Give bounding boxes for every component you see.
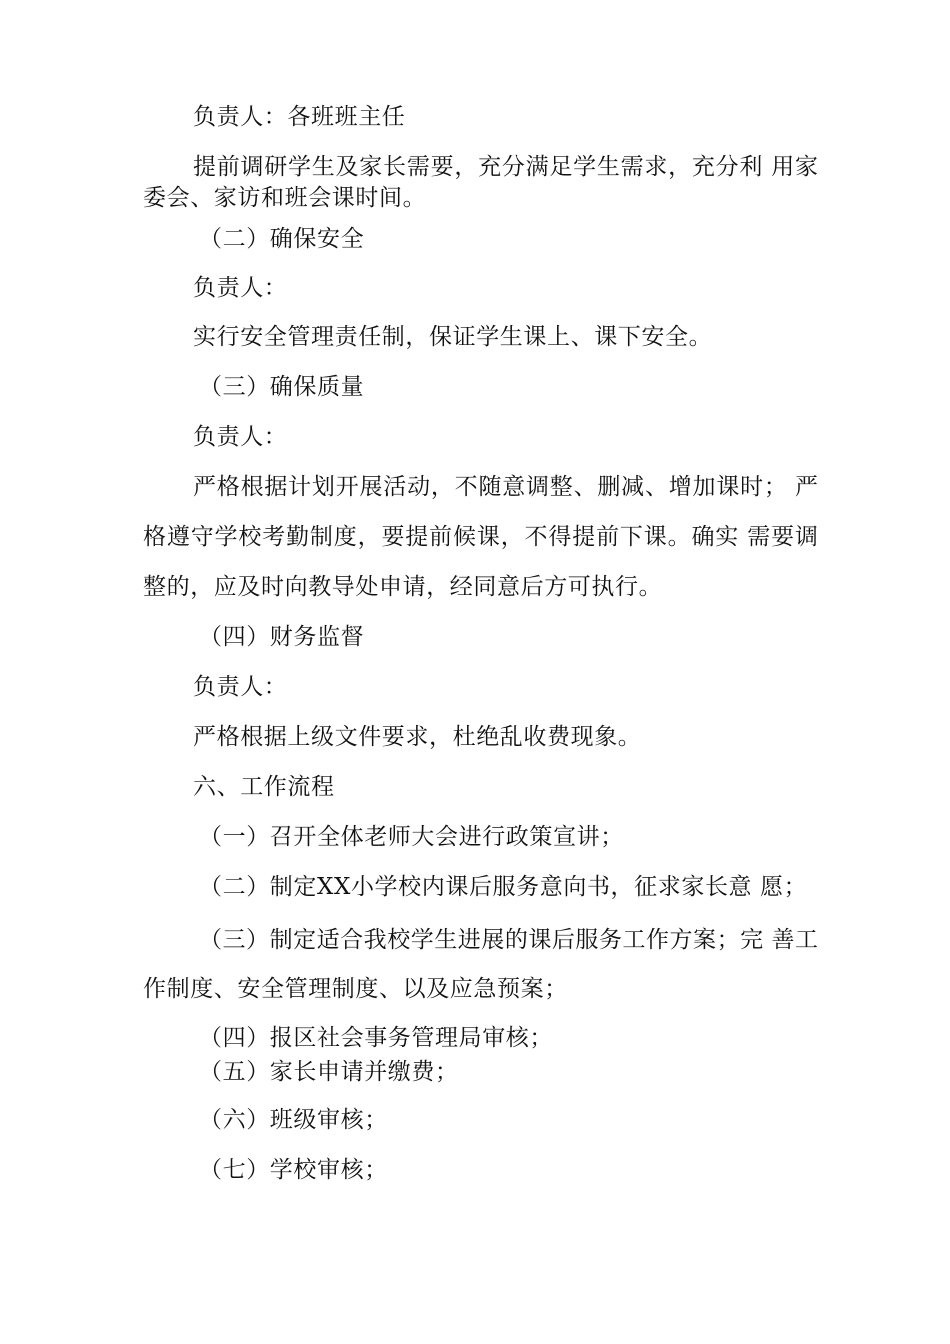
paragraph-line: 实行安全管理责任制，保证学生课上、课下安全。	[193, 324, 713, 350]
paragraph-line: 提前调研学生及家长需要，充分满足学生需求，充分利 用家	[193, 154, 818, 180]
responsible-person-line: 负责人：	[193, 674, 288, 700]
paragraph-line: 作制度、安全管理制度、以及应急预案；	[143, 976, 568, 1002]
section-heading: （三）确保质量	[199, 374, 365, 400]
paragraph-line: 委会、家访和班会课时间。	[143, 185, 427, 211]
section-heading: （二）确保安全	[199, 226, 365, 252]
workflow-step: （五）家长申请并缴费；	[199, 1059, 459, 1085]
paragraph-line: 整的，应及时向教导处申请，经同意后方可执行。	[143, 574, 663, 600]
responsible-person-line: 负责人：各班班主任	[193, 104, 406, 130]
workflow-step: （四）报区社会事务管理局审核；	[199, 1025, 553, 1051]
section-heading: （四）财务监督	[199, 624, 365, 650]
paragraph-line: 严格根据计划开展活动，不随意调整、删减、增加课时； 严	[193, 474, 818, 500]
workflow-step: （二）制定XX小学校内课后服务意向书，征求家长意 愿；	[199, 874, 808, 900]
paragraph-line: 严格根据上级文件要求，杜绝乱收费现象。	[193, 724, 642, 750]
workflow-step: （七）学校审核；	[199, 1157, 388, 1183]
responsible-person-line: 负责人：	[193, 424, 288, 450]
chapter-heading: 六、工作流程	[193, 774, 335, 800]
workflow-step: （六）班级审核；	[199, 1107, 388, 1133]
workflow-step: （一）召开全体老师大会进行政策宣讲；	[199, 824, 624, 850]
paragraph-line: 格遵守学校考勤制度，要提前候课，不得提前下课。确实 需要调	[143, 524, 818, 550]
responsible-person-line: 负责人：	[193, 275, 288, 301]
workflow-step: （三）制定适合我校学生进展的课后服务工作方案；完 善工	[199, 927, 818, 953]
